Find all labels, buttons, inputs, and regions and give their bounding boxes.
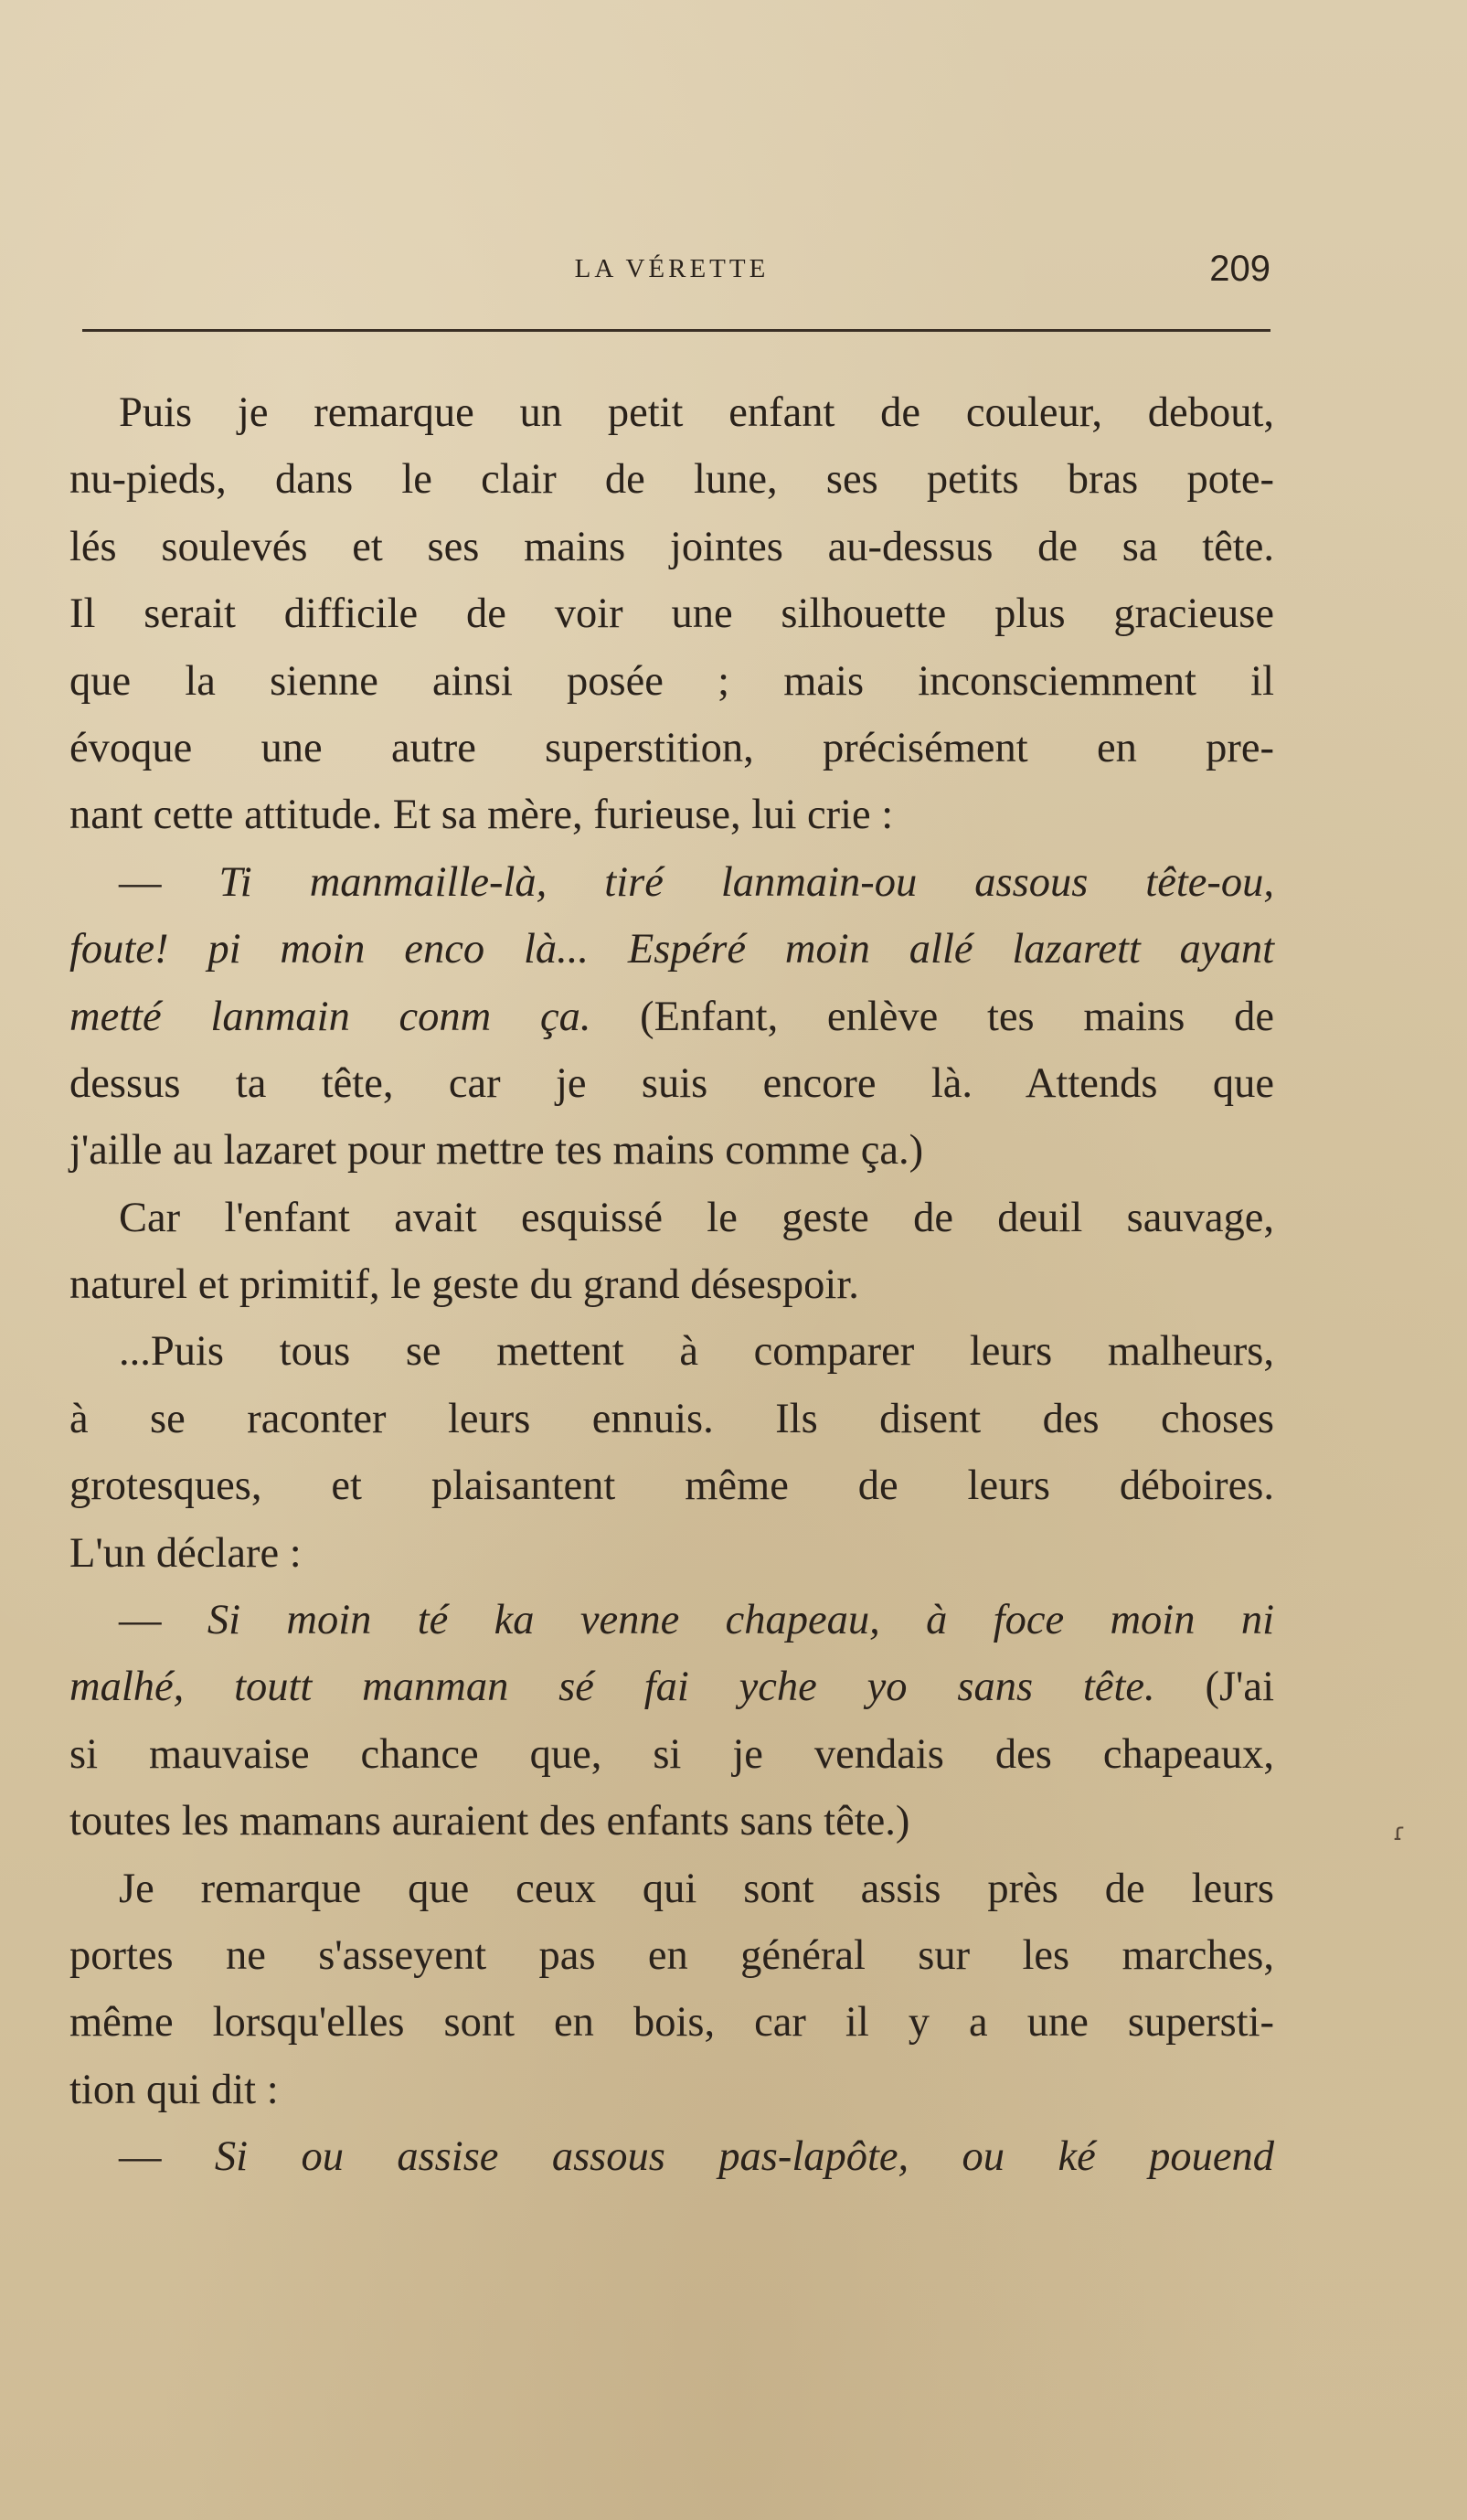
text-line: grotesques, et plaisantent même de leurs déboires. bbox=[69, 1462, 1274, 1510]
text-line bbox=[69, 849, 1274, 916]
creole-quote: Si ou assise assous pas-lapôte, ou ké pouend bbox=[214, 2133, 1275, 2181]
text-line: ...Puis tous se mettent à comparer leurs malheurs, bbox=[119, 1328, 1274, 1376]
text-line bbox=[69, 984, 1274, 1050]
text-line: Puis je remarque un petit enfant de couleur, debout, bbox=[119, 389, 1274, 436]
text-line bbox=[69, 1587, 1274, 1653]
creole-quote: malhé, toutt manman sé fai yche yo sans tête. bbox=[69, 1664, 1155, 1711]
text-line: lés soulevés et ses mains jointes au-dessus de sa tête. bbox=[69, 523, 1274, 570]
text-line: que la sienne ainsi posée ; mais inconsciemment il bbox=[69, 657, 1274, 705]
text-line: toutes les mamans auraient des enfants sans tête.) bbox=[69, 1798, 910, 1845]
text-line: j'aille au lazaret pour mettre tes mains comme ça.) bbox=[69, 1127, 924, 1175]
text-line bbox=[69, 1653, 1274, 1720]
text-line bbox=[69, 2123, 1274, 2190]
text-line: tion qui dit : bbox=[69, 2066, 279, 2113]
text-line: si mauvaise chance que, si je vendais des chapeaux, bbox=[69, 1730, 1274, 1778]
em-dash: — bbox=[119, 1597, 207, 1644]
text-line: à se raconter leurs ennuis. Ils disent des choses bbox=[69, 1395, 1274, 1442]
creole-quote: Ti manmaille-là, tiré lanmain-ou assous tête-ou, bbox=[218, 858, 1275, 906]
text-line: portes ne s'asseyent pas en général sur les marches, bbox=[69, 1931, 1274, 1979]
text-line: dessus ta tête, car je suis encore là. Attends que bbox=[69, 1059, 1274, 1107]
header-rule bbox=[82, 329, 1270, 332]
running-head bbox=[73, 249, 1270, 300]
text-line: évoque une autre superstition, précisément en pre- bbox=[69, 724, 1274, 771]
text-line: Il serait difficile de voir une silhouette plus gracieuse bbox=[69, 590, 1274, 638]
creole-quote: foute! pi moin enco là... Espéré moin allé lazarett ayant bbox=[69, 926, 1274, 973]
running-title: LA VÉRETTE bbox=[574, 254, 770, 283]
text-line: Car l'enfant avait esquissé le geste de deuil sauvage, bbox=[119, 1194, 1274, 1241]
text-line: nant cette attitude. Et sa mère, furieuse, lui crie : bbox=[69, 792, 894, 839]
em-dash: — bbox=[119, 858, 219, 906]
text-line: Je remarque que ceux qui sont assis près de leurs bbox=[119, 1865, 1274, 1912]
creole-quote: metté lanmain conm ça. bbox=[69, 993, 591, 1040]
translation-text: (J'ai bbox=[1154, 1664, 1274, 1711]
text-line: nu-pieds, dans le clair de lune, ses petits bras pote- bbox=[69, 456, 1274, 504]
translation-text: (Enfant, enlève tes mains de bbox=[590, 993, 1274, 1040]
text-line: L'un déclare : bbox=[69, 1529, 302, 1577]
page-number: 209 bbox=[1209, 249, 1270, 289]
body-text bbox=[69, 379, 1274, 2191]
creole-quote: Si moin té ka venne chapeau, à foce moin ni bbox=[207, 1597, 1274, 1644]
text-line bbox=[69, 916, 1274, 983]
em-dash: — bbox=[119, 2133, 215, 2181]
margin-mark: ɾ bbox=[1393, 1819, 1406, 1846]
text-line: naturel et primitif, le geste du grand désespoir. bbox=[69, 1261, 859, 1309]
text-line: même lorsqu'elles sont en bois, car il y a une supersti- bbox=[69, 1999, 1274, 2047]
